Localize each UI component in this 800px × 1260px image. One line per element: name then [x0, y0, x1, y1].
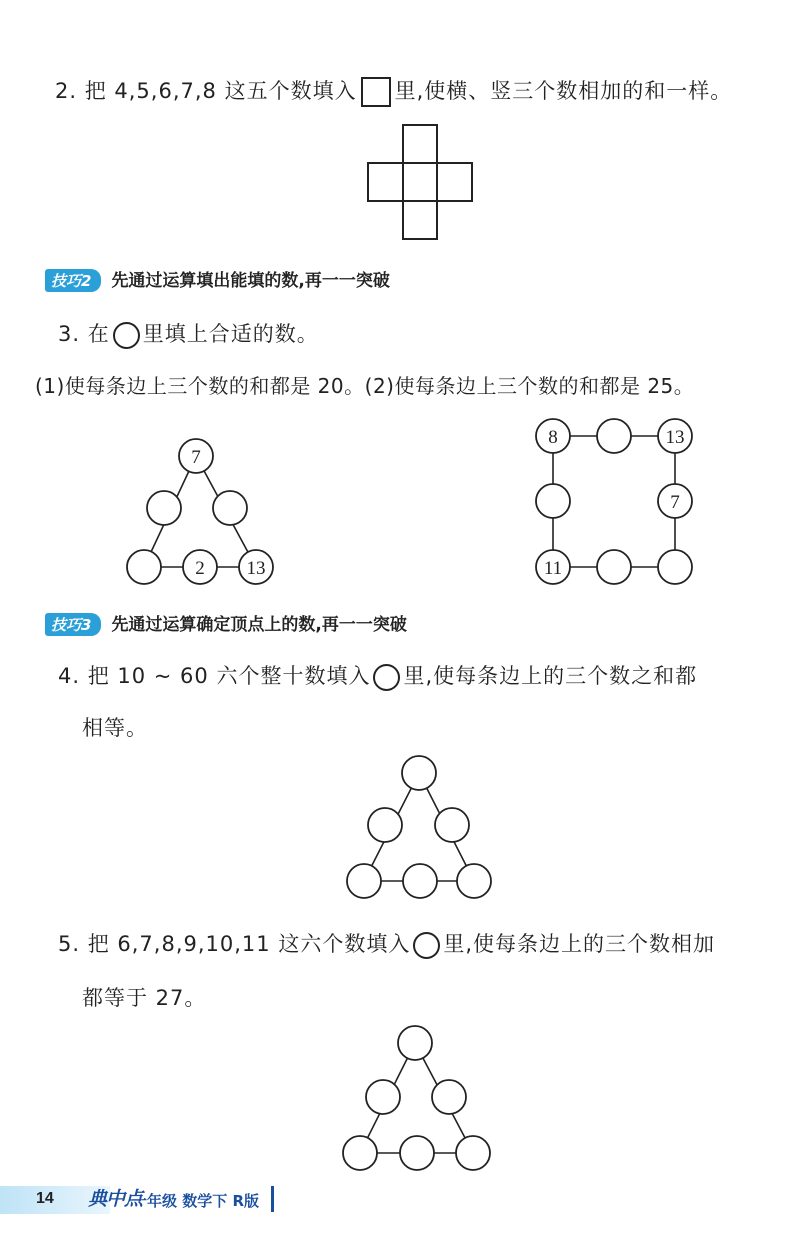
tri3-bottom-right-circle [456, 1136, 490, 1170]
q5-text-line2: 都等于 27。 [82, 986, 207, 1010]
q2-text-post: 里,使横、竖三个数相加的和一样。 [394, 79, 733, 103]
footer-divider [271, 1186, 274, 1212]
footer-book-title: 一年级 数学下 R版 [132, 1192, 259, 1210]
q5-text-pre: 5. 把 6,7,8,9,10,11 这六个数填入 [58, 932, 411, 956]
sq-right-mid-value: 7 [670, 492, 680, 513]
sq-bl-value: 11 [543, 558, 563, 579]
tri3-bottom-left-circle [343, 1136, 377, 1170]
q4-text-post: 里,使每条边上的三个数之和都 [403, 664, 698, 688]
tri3-left-mid-circle [366, 1080, 400, 1114]
tip2-badge: 技巧2 [45, 269, 101, 292]
sq-tr-value: 13 [665, 427, 685, 448]
tip3-text: 先通过运算确定顶点上的数,再一一突破 [111, 615, 407, 635]
q5-text-post: 里,使每条边上的三个数相加 [443, 932, 716, 956]
tri3-bottom-mid-circle [400, 1136, 434, 1170]
q3-parts-text: (1)使每条边上三个数的和都是 20。(2)使每条边上三个数的和都是 25。 [35, 374, 695, 398]
page-footer [0, 1180, 800, 1220]
q2-text-pre: 2. 把 4,5,6,7,8 这五个数填入 [55, 79, 357, 103]
tri1-bottom-right-value: 13 [246, 558, 266, 579]
tri3-right-mid-circle [432, 1080, 466, 1114]
tip2-text: 先通过运算填出能填的数,再一一突破 [111, 271, 390, 291]
sq-tl-value: 8 [548, 427, 558, 448]
brand-logo: 典中点 [88, 1188, 143, 1210]
tri1-bottom-mid-value: 2 [195, 558, 205, 579]
tri1-top-value: 7 [191, 447, 201, 468]
page-number: 14 [36, 1190, 54, 1207]
tri3-top-circle [398, 1026, 432, 1060]
q3-intro-pre: 3. 在 [58, 322, 110, 346]
q3-intro-post: 里填上合适的数。 [142, 322, 319, 346]
tip3-badge: 技巧3 [45, 613, 101, 636]
q4-text-line2: 相等。 [82, 716, 148, 740]
q4-text-pre: 4. 把 10 ~ 60 六个整十数填入 [58, 664, 371, 688]
